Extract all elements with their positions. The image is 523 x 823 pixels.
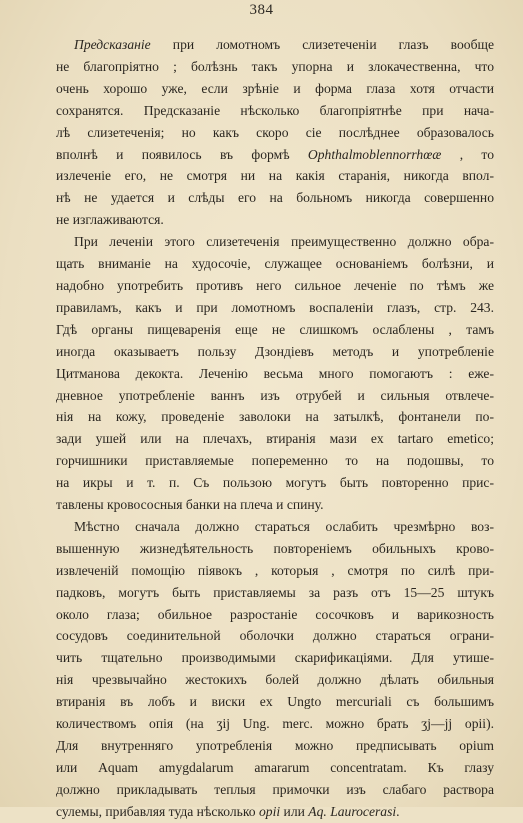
text-segment: зади ушей или на плечахъ, втиранія мази ex tartaro emetico; — [56, 431, 494, 447]
text-line — [56, 319, 494, 341]
text-line — [56, 450, 494, 472]
text-segment: втиранія въ лобъ и виски ex Ungto mercuriali съ большимъ — [56, 694, 494, 710]
text-line — [56, 647, 494, 669]
text-line — [56, 406, 494, 428]
text-line — [56, 582, 494, 604]
text-line — [56, 231, 494, 253]
text-segment: около глаза; обильное разростаніе сосочковъ и варикозность — [56, 606, 494, 622]
text-segment: горчишники приставляемые попеременно то на подошвы, то — [56, 453, 494, 469]
text-line — [56, 341, 494, 363]
text-line — [56, 275, 494, 297]
text-line — [56, 253, 494, 275]
text-segment: при ломотномъ слизетеченіи глазъ вообще — [150, 37, 494, 52]
text-line — [56, 516, 494, 538]
text-segment: надобно употребить противъ него сильное леченіе по тѣмъ же — [56, 277, 494, 293]
text-segment: очень хорошо уже, если зрѣніе и форма глаза хотя отчасти — [56, 80, 494, 96]
text-line — [56, 691, 494, 713]
text-line — [56, 801, 494, 823]
text-line — [56, 144, 494, 166]
text-segment: дневное употребленіе ваннъ изъ отрубей и сильныя отвлече- — [56, 387, 494, 403]
text-segment: Для внутренняго употребленія можно предписывать opium — [56, 738, 494, 753]
text-segment: Мѣстно сначала должно стараться ослабить чрезмѣрно воз- — [74, 518, 494, 534]
italic-term: Предсказаніе — [74, 37, 151, 52]
text-segment: сулемы, прибавляя туда нѣсколько — [56, 803, 259, 819]
text-line — [56, 735, 494, 757]
text-line — [56, 560, 494, 582]
text-line — [56, 757, 494, 779]
text-segment: нѣ не удается и слѣды его на больномъ никогда совершенно — [56, 190, 494, 206]
text-segment: нія чрезвычайно жестокихъ болей должно дѣлать обильныя — [56, 672, 494, 688]
page-number: 384 — [249, 2, 274, 18]
text-line — [56, 122, 494, 144]
text-segment: должно прикладывать теплыя примочки изъ слабаго раствора — [56, 781, 494, 797]
text-segment: извлеченій помощію піявокъ , которыя , смотря по силѣ при- — [56, 562, 494, 578]
text-segment: правиламъ, какъ и при ломотномъ воспаленіи глазъ, стр. 243. — [56, 299, 494, 315]
text-segment: , то — [441, 146, 494, 162]
text-line — [56, 779, 494, 801]
text-segment: При леченіи этого слизетеченія преимущественно должно обра- — [74, 234, 494, 250]
text-line — [56, 669, 494, 691]
text-line — [56, 34, 494, 56]
text-line — [56, 713, 494, 735]
text-segment: Цитманова декокта. Леченію весьма много помогаютъ : еже- — [56, 365, 494, 381]
text-line — [56, 78, 494, 100]
page-body — [56, 34, 494, 823]
text-segment: иногда оказываетъ пользу Дзондіевъ методъ и употребленіе — [56, 343, 494, 359]
text-segment: вполнѣ и появилось въ формѣ — [56, 146, 308, 162]
text-line — [56, 472, 494, 494]
italic-term: Ophthalmoblennorrhœæ — [307, 146, 442, 162]
text-line — [56, 100, 494, 122]
text-line — [56, 494, 494, 516]
text-segment: тавлены кровососныя банки на плеча и спину. — [56, 497, 324, 513]
text-line — [56, 297, 494, 319]
italic-term: Aq. Laurocerasi — [308, 803, 397, 819]
text-line — [56, 165, 494, 187]
text-segment: количествомъ опія (на ʒij Ung. merc. можно брать ʒj—jj opii). — [56, 716, 494, 732]
text-segment: щать вниманіе на худосочіе, служащее основаніемъ болѣзни, и — [56, 256, 494, 272]
text-line — [56, 538, 494, 560]
text-segment: чить тщательно производимыми скарификаціями. Для утише- — [56, 650, 494, 666]
text-segment: не благопріятно ; болѣзнь такъ упорна и злокачественна, что — [56, 58, 494, 74]
text-segment: вышенную жизнедѣятельность повтореніемъ обильныхъ крово- — [56, 540, 494, 556]
paragraph — [56, 34, 494, 231]
text-line — [56, 385, 494, 407]
text-segment: сосудовъ соединительной оболочки должно стараться ограни- — [56, 628, 494, 644]
text-segment: нія на кожу, проведеніе заволоки на затылкѣ, фонтанели по- — [56, 409, 494, 425]
text-segment: или — [280, 803, 309, 819]
italic-term: opii — [259, 803, 281, 819]
text-line — [56, 56, 494, 78]
text-segment: Гдѣ органы пищеваренія еще не слишкомъ ослаблены , тамъ — [56, 321, 494, 337]
text-line — [56, 209, 494, 231]
text-segment: на икры и т. п. Съ пользою могутъ быть повторенно прис- — [56, 475, 494, 491]
text-segment: . — [396, 803, 400, 819]
text-segment: не изглаживаются. — [56, 212, 164, 228]
text-segment: лѣ слизетеченія; но какъ скоро сіе послѣднее образовалось — [56, 124, 494, 140]
text-line — [56, 187, 494, 209]
text-line — [56, 428, 494, 450]
paragraph — [56, 231, 494, 516]
text-segment: или Aquam amygdalarum amararum concentratam. Къ глазу — [56, 759, 494, 775]
paragraph — [56, 516, 494, 823]
text-segment: падковъ, могутъ быть приставляемы за разъ отъ 15—25 штукъ — [56, 584, 494, 600]
text-segment: излеченіе его, не смотря ни на какія старанія, никогда впол- — [56, 168, 494, 184]
text-line — [56, 363, 494, 385]
text-line — [56, 625, 494, 647]
text-segment: сохранятся. Предсказаніе нѣсколько благопріятнѣе при нача- — [56, 102, 494, 118]
text-line — [56, 604, 494, 626]
